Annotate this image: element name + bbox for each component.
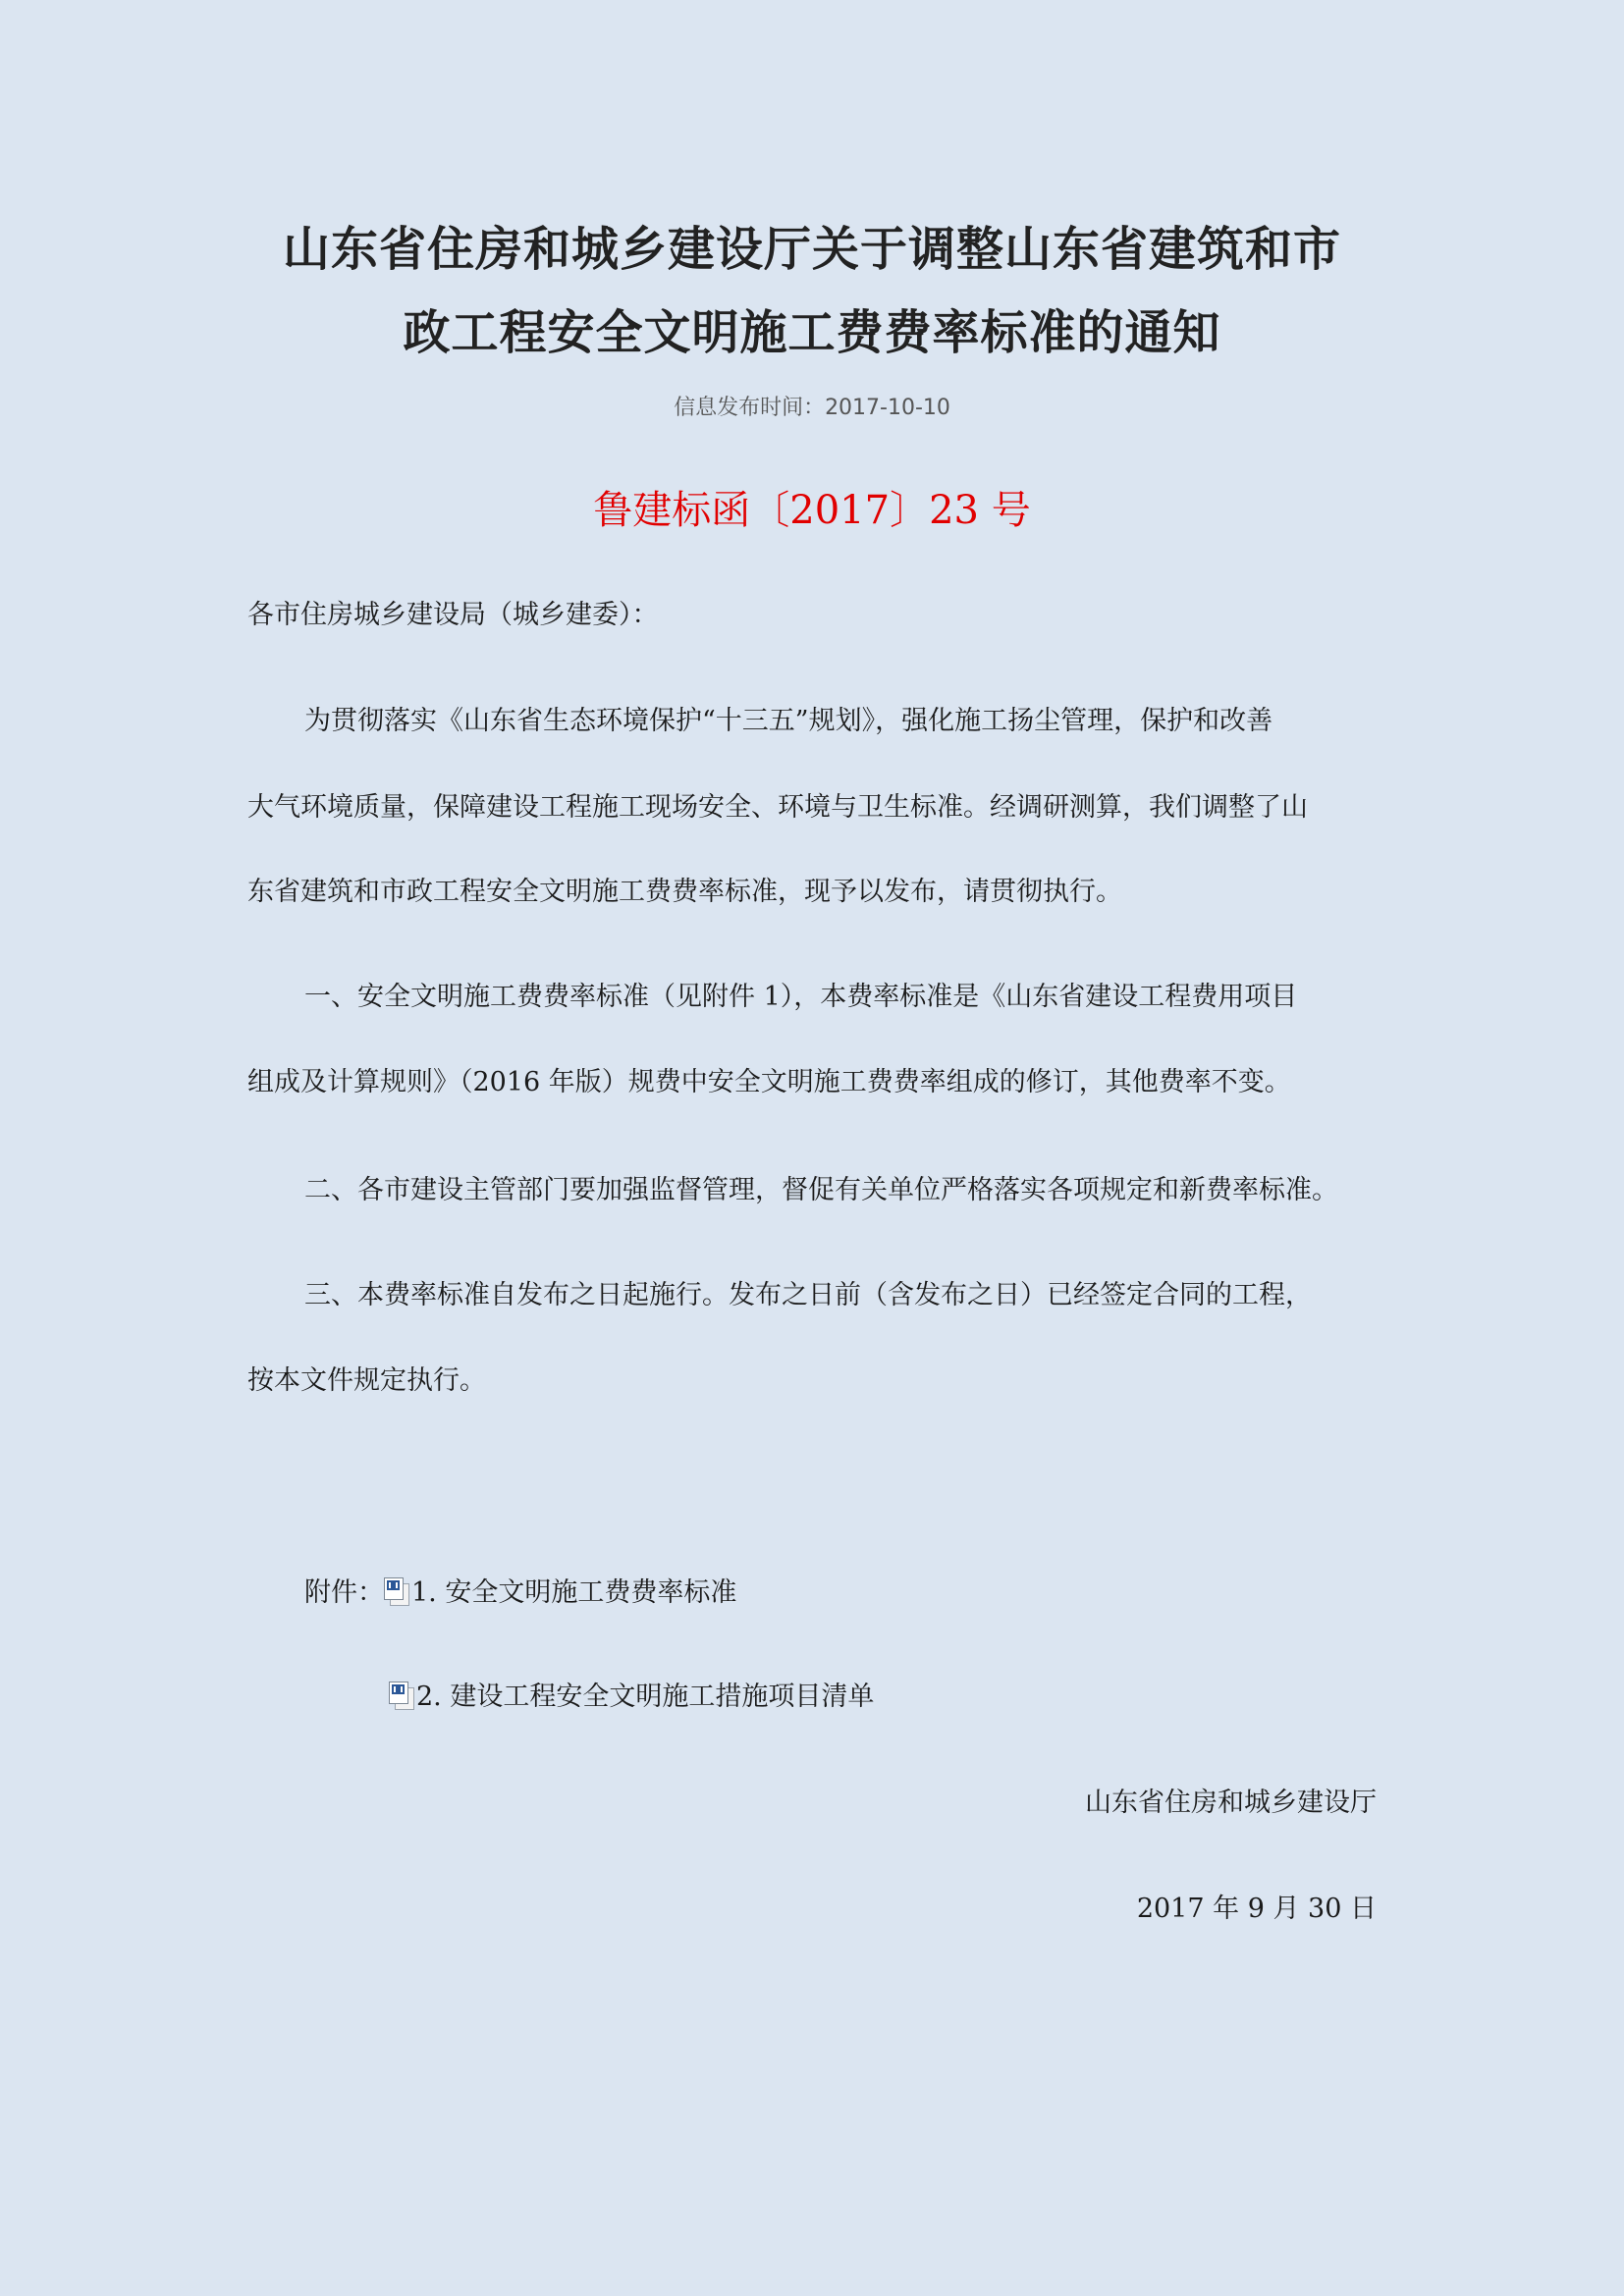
attachment-link-2[interactable]: 2. 建设工程安全文明施工措施项目清单 [416, 1682, 875, 1712]
paragraph-1-line-3: 东省建筑和市政工程安全文明施工费费率标准，现予以发布，请贯彻执行。 [247, 877, 1122, 907]
paragraph-4-line-2: 按本文件规定执行。 [247, 1365, 486, 1396]
issuer: 山东省住房和城乡建设厅 [1085, 1788, 1377, 1818]
document-number: 鲁建标函〔2017〕23 号 [593, 488, 1031, 533]
paragraph-1-line-2: 大气环境质量，保障建设工程施工现场安全、环境与卫生标准。经调研测算，我们调整了山 [247, 792, 1308, 823]
title-line-2: 政工程安全文明施工费费率标准的通知 [403, 305, 1221, 360]
paragraph-2-line-2: 组成及计算规则》（2016 年版）规费中安全文明施工费费率组成的修订，其他费率不变。 [247, 1067, 1291, 1097]
word-document-icon[interactable] [389, 1682, 414, 1709]
word-document-icon[interactable] [384, 1577, 409, 1605]
issue-date: 2017 年 9 月 30 日 [1136, 1894, 1377, 1924]
title-line-1: 山东省住房和城乡建设厅关于调整山东省建筑和市 [282, 222, 1341, 277]
paragraph-3: 二、各市建设主管部门要加强监督管理，督促有关单位严格落实各项规定和新费率标准。 [304, 1175, 1338, 1205]
paragraph-2-line-1: 一、安全文明施工费费率标准（见附件 1），本费率标准是《山东省建设工程费用项目 [304, 982, 1298, 1012]
paragraph-1-line-1: 为贯彻落实《山东省生态环境保护“十三五”规划》，强化施工扬尘管理，保护和改善 [304, 706, 1273, 736]
attachments-row-1 [304, 1571, 736, 1609]
attachments-row-2 [389, 1675, 874, 1713]
salutation: 各市住房城乡建设局（城乡建委）： [247, 600, 659, 630]
attachments-label: 附件： [304, 1577, 384, 1608]
publish-time: 信息发布时间：2017-10-10 [674, 396, 950, 420]
paragraph-4-line-1: 三、本费率标准自发布之日起施行。发布之日前（含发布之日）已经签定合同的工程， [304, 1280, 1312, 1310]
attachment-link-1[interactable]: 1. 安全文明施工费费率标准 [411, 1577, 737, 1608]
